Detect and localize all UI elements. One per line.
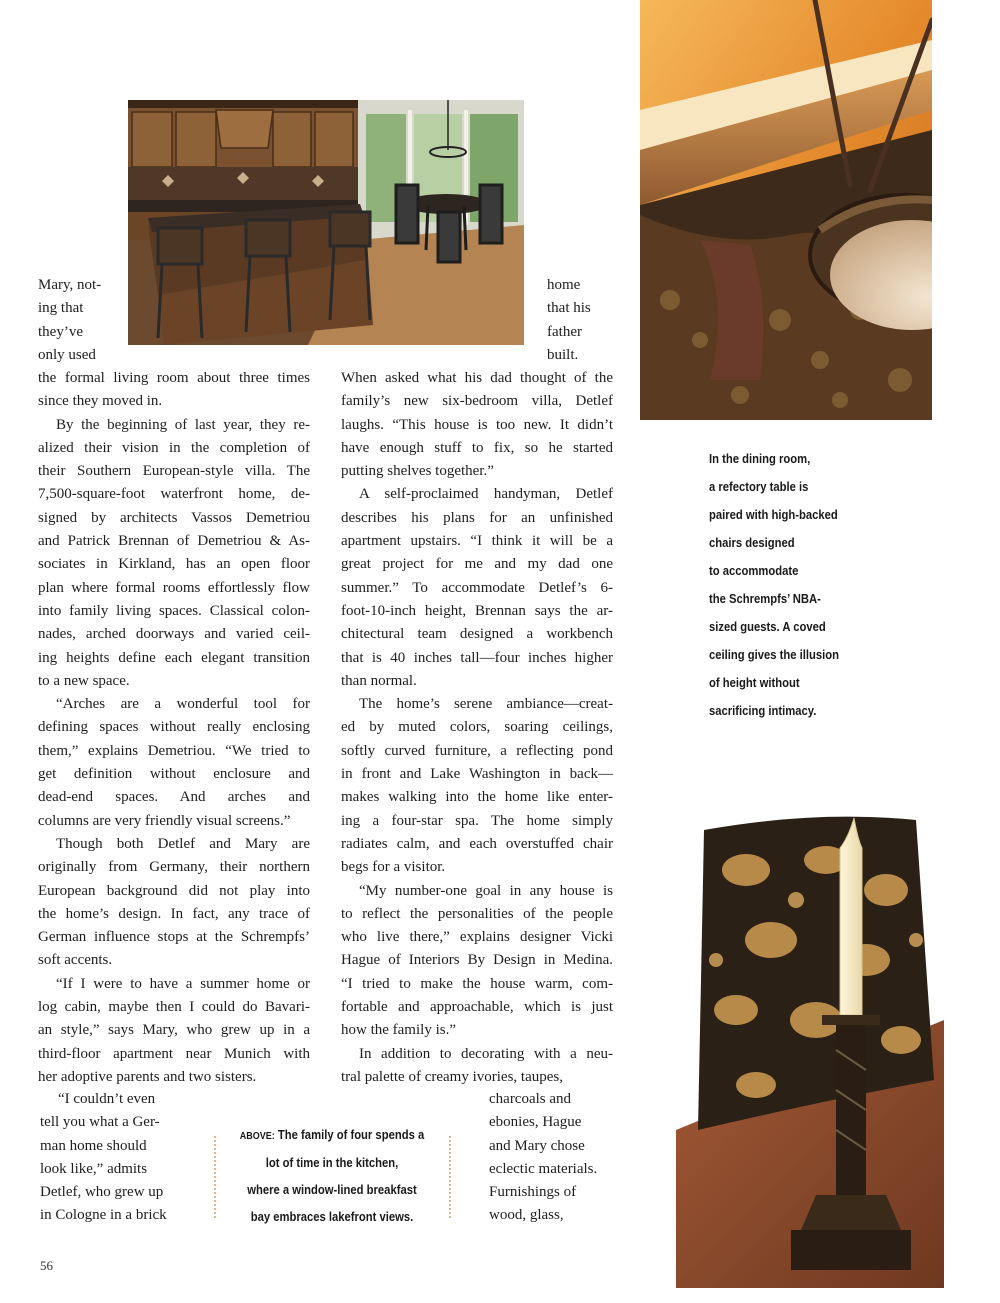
col1-line: their Southern European-style villa. The [38, 463, 310, 480]
col2-line: in front and Lake Washington in back— [341, 766, 613, 783]
col2-line: apartment upstairs. “I think it will be a [341, 533, 613, 550]
col2-line: describes his plans for an unfinished [341, 509, 613, 526]
col2-wrap-line: father [547, 323, 582, 340]
col1-line: into family living spaces. Classical colon- [38, 602, 310, 619]
caption-line: paired with high-backed [709, 508, 838, 522]
col2-wrap-line: that his [547, 300, 591, 317]
col2-line: radiates calm, and each overstuffed chair [341, 835, 613, 852]
col2-line: The home’s serene ambiance—creat- [359, 696, 613, 713]
col1-line: dead-end spaces. And arches and [38, 789, 310, 806]
caption-line: The family of four spends a [274, 1128, 425, 1142]
col2-line: A self-proclaimed handyman, Detlef [359, 486, 613, 503]
col2-tail [489, 1088, 619, 1228]
col1-line: originally from Germany, their northern [38, 859, 310, 876]
col2-line: who live there,” explains designer Vicki [341, 929, 613, 946]
col2-line: summer.” To accommodate Detlef’s 6- [341, 579, 613, 596]
col2-line: chitectural team designed a workbench [341, 626, 613, 643]
col2-tail-line: Furnishings of [489, 1184, 577, 1201]
dining-caption [709, 445, 909, 725]
col2-line: When asked what his dad thought of the [341, 370, 613, 386]
col1-tail-line: tell you what a Ger- [40, 1114, 160, 1131]
col1-line: an style,” says Mary, who grew up in a [38, 1022, 310, 1039]
caption-line: sized guests. A coved [709, 620, 826, 634]
col1-tail-line: Detlef, who grew up [40, 1184, 164, 1201]
col2-line: “My number-one goal in any house is [359, 882, 613, 899]
caption-line: ceiling gives the illusion [709, 648, 840, 662]
caption-line: lot of time in the kitchen, [265, 1156, 399, 1170]
ceiling-photo [640, 0, 932, 420]
col1-line: since they moved in. [38, 393, 163, 410]
col2-tail-line: ebonies, Hague [489, 1114, 582, 1131]
caption-line: sacrificing intimacy. [709, 704, 817, 718]
col1-wrap-line: they’ve [38, 323, 83, 340]
col1-line: third-floor apartment near Munich with [38, 1045, 310, 1062]
col2-wrap-line: home [547, 277, 581, 293]
col1-line: the home’s design. In fact, any trace of [38, 905, 310, 922]
col1-line: plan where formal rooms effortlessly flow [38, 579, 310, 596]
col1-body [38, 367, 310, 1089]
col2-line: how the family is.” [341, 1022, 456, 1039]
caption-line: chairs designed [709, 536, 795, 550]
col1-line: defining spaces without really enclosing [38, 719, 310, 736]
col2-line: “I tried to make the house warm, com- [341, 975, 613, 992]
caption-line: In the dining room, [709, 452, 811, 466]
col2-line: than normal. [341, 672, 417, 689]
col1-line: signed by architects Vassos Demetriou [38, 509, 310, 526]
col2-line: putting shelves together.” [341, 463, 494, 480]
candle-photo [676, 800, 944, 1288]
col2-line: that is 40 inches tall—four inches higher [341, 649, 613, 666]
col2-line: foot-10-inch height, Brennan says the ar- [341, 602, 613, 619]
caption-rule-left [214, 1136, 216, 1218]
page-number: 56 [40, 1258, 53, 1273]
col1-line: Though both Detlef and Mary are [56, 835, 310, 852]
col2-tail-line: wood, glass, [489, 1207, 564, 1224]
col2-line: family’s new six-bedroom villa, Detlef [341, 393, 613, 410]
caption-label: ABOVE: [239, 1131, 275, 1142]
col1-line: and Patrick Brennan of Demetriou & As- [38, 533, 310, 550]
caption-line: bay embraces lakefront views. [250, 1210, 414, 1224]
col1-line: European background did not play into [38, 882, 310, 899]
col1-line: get definition without enclosure and [38, 766, 310, 783]
col1-line: to a new space. [38, 672, 130, 689]
col1-line: alized their vision in the completion of [38, 439, 310, 456]
col1-line: the formal living room about three times [38, 370, 310, 386]
col2-line: In addition to decorating with a neu- [359, 1045, 613, 1062]
col1-line: them,” explains Demetriou. “We tried to [38, 742, 310, 759]
col1-line: German influence stops at the Schrempfs’ [38, 929, 310, 946]
col2-body [341, 367, 613, 1089]
col2-tail-line: eclectic materials. [489, 1160, 598, 1177]
caption-rule-right [449, 1136, 451, 1218]
col2-tail-line: charcoals and [489, 1091, 572, 1107]
kitchen-photo [128, 100, 524, 345]
col2-line: makes walking into the home like enter- [341, 789, 613, 806]
col1-line: “If I were to have a summer home or [56, 975, 310, 992]
col1-line: soft accents. [38, 952, 113, 969]
col1-line: ing heights define each elegant transition [38, 649, 310, 666]
col2-wrap-text [547, 274, 617, 367]
col2-line: have enough stuff to fix, so he started [341, 439, 613, 456]
col1-tail-line: look like,” admits [40, 1160, 148, 1177]
caption-line: where a window-lined breakfast [247, 1183, 417, 1197]
col2-line: laughs. “This house is too new. It didn’t [341, 416, 613, 433]
col2-line: tral palette of creamy ivories, taupes, [341, 1068, 563, 1085]
col1-line: nades, arched doorways and varied ceil- [38, 626, 310, 643]
col1-line: 7,500-square-foot waterfront home, de- [38, 486, 310, 503]
col2-line: fortable and approachable, which is just [341, 999, 613, 1016]
col1-tail-line: man home should [40, 1137, 147, 1154]
col1-line: “Arches are a wonderful tool for [56, 696, 310, 713]
col2-line: Hague of Interiors By Design in Medina. [341, 952, 613, 969]
col2-line: ing a four-star spa. The home simply [341, 812, 613, 829]
caption-line: to accommodate [709, 564, 799, 578]
col2-line: begs for a visitor. [341, 859, 446, 876]
caption-line: the Schrempfs’ NBA- [709, 592, 821, 606]
col2-wrap-line: built. [547, 346, 579, 363]
col1-tail [40, 1088, 200, 1228]
col1-line: log cabin, maybe then I could do Bavari- [38, 999, 310, 1016]
col2-line: to reflect the personalities of the people [341, 905, 613, 922]
col1-line: her adoptive parents and two sisters. [38, 1068, 257, 1085]
kitchen-caption [220, 1122, 444, 1231]
col1-wrap-line: ing that [38, 300, 84, 317]
col1-wrap-text [38, 274, 126, 367]
col2-line: softly curved furniture, a reflecting pond [341, 742, 613, 759]
caption-line: of height without [709, 676, 800, 690]
col1-line: By the beginning of last year, they re- [56, 416, 310, 433]
col2-line: great project for me and my dad one [341, 556, 613, 573]
col1-line: sociates in Kirkland, has an open floor [38, 556, 310, 573]
col2-line: ed by muted colors, soaring ceilings, [341, 719, 613, 736]
col1-wrap-line: only used [38, 346, 96, 363]
col1-line: columns are very friendly visual screens.” [38, 812, 291, 829]
col1-wrap-line: Mary, not- [38, 277, 102, 293]
col1-tail-line: “I couldn’t even [58, 1091, 156, 1107]
caption-line: a refectory table is [709, 480, 809, 494]
col1-tail-line: in Cologne in a brick [40, 1207, 167, 1224]
col2-tail-line: and Mary chose [489, 1137, 585, 1154]
